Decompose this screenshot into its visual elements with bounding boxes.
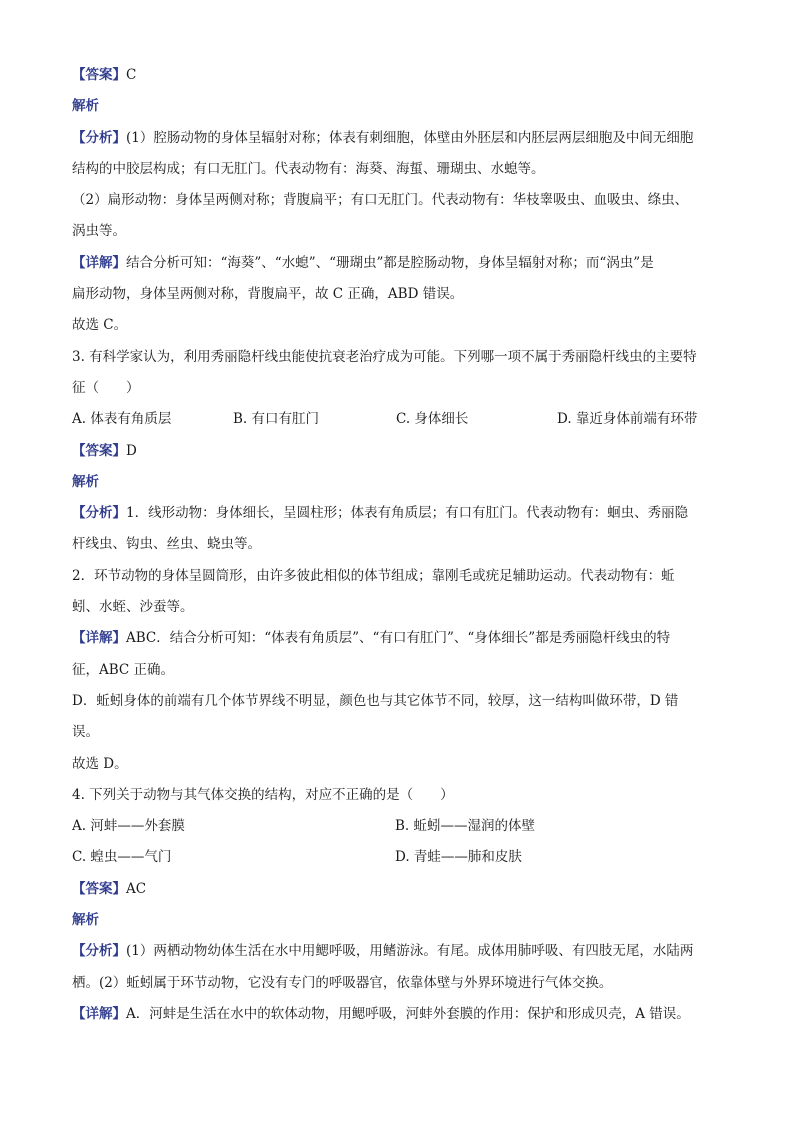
fenxi-line: 【分析】1．线形动物：身体细长，呈圆柱形；体表有角质层；有口有肛门。代表动物有：蛔虫、秀丽隐 (72, 505, 689, 522)
choose-line: 故选 D。 (72, 755, 128, 772)
text-line: 杆线虫、钩虫、丝虫、蛲虫等。 (72, 536, 261, 553)
option-c: C. 身体细长 (396, 411, 469, 428)
option-d: D. 青蛙——肺和皮肤 (395, 849, 522, 866)
text-line: D．蚯蚓身体的前端有几个体节界线不明显，颜色也与其它体节不同，较厚，这一结构叫做环带，D 错 (72, 692, 679, 709)
text-line: 误。 (72, 724, 99, 741)
analysis-label: 解析 (72, 473, 99, 490)
xiangjie-tag: 【详解】 (72, 630, 126, 647)
option-b: B. 有口有肛门 (233, 411, 320, 428)
xiangjie-tag: 【详解】 (72, 1005, 126, 1022)
fenxi-line: 【分析】(1）两栖动物幼体生活在水中用鳃呼吸，用鳍游泳。有尾。成体用肺呼吸、有四肢无尾，水陆两 (72, 943, 694, 960)
text-line: （2）扁形动物：身体呈两侧对称；背腹扁平；有口无肛门。代表动物有：华枝睾吸虫、血吸虫、绦虫、 (72, 192, 689, 209)
question-stem: 4. 下列关于动物与其气体交换的结构，对应不正确的是（ ） (72, 786, 454, 803)
text-line: 扁形动物，身体呈两侧对称，背腹扁平，故 C 正确，ABD 错误。 (72, 286, 464, 303)
option-a: A. 体表有角质层 (72, 411, 172, 428)
answer-value: D (126, 442, 137, 459)
text-line: 蚓、水蛭、沙蚕等。 (72, 599, 194, 616)
answer-tag: 【答案】 (72, 442, 126, 459)
xiangjie-tag: 【详解】 (72, 254, 126, 271)
question-stem: 征（ ） (72, 379, 140, 396)
fenxi-line: 【分析】(1）腔肠动物的身体呈辐射对称；体表有刺细胞，体壁由外胚层和内胚层两层细胞及中间无细胞 (72, 129, 694, 146)
option-d: D. 靠近身体前端有环带 (557, 411, 698, 428)
question-stem: 3. 有科学家认为，利用秀丽隐杆线虫能使抗衰老治疗成为可能。下列哪一项不属于秀丽隐杆线虫的主要特 (72, 348, 697, 365)
text-line: 栖。(2）蚯蚓属于环节动物，它没有专门的呼吸器官，依靠体壁与外界环境进行气体交换。 (72, 974, 613, 991)
xiangjie-line: 【详解】ABC．结合分析可知：“体表有角质层”、“有口有肛门”、“身体细长”都是秀丽隐杆线虫的特 (72, 630, 671, 647)
fenxi-tag: 【分析】 (72, 943, 126, 960)
text-line: 结构的中胶层构成；有口无肛门。代表动物有：海葵、海蜇、珊瑚虫、水螅等。 (72, 160, 545, 177)
answer-tag: 【答案】 (72, 880, 126, 897)
options-row (72, 842, 732, 873)
answer-line (72, 436, 732, 467)
choose-line: 故选 C。 (72, 317, 128, 334)
text-line: 征，ABC 正确。 (72, 661, 175, 678)
analysis-label: 解析 (72, 912, 99, 929)
answer-tag: 【答案】 (72, 67, 126, 83)
analysis-label: 解析 (72, 98, 99, 115)
fenxi-tag: 【分析】 (72, 505, 126, 522)
answer-value: C (126, 67, 137, 83)
xiangjie-line: 【详解】A．河蚌是生活在水中的软体动物，用鳃呼吸，河蚌外套膜的作用：保护和形成贝壳，A 错误。 (72, 1005, 690, 1022)
option-b: B. 蚯蚓——湿润的体壁 (395, 818, 536, 835)
fenxi-tag: 【分析】 (72, 129, 126, 146)
answer-value: AC (126, 880, 147, 897)
answer-line (72, 874, 732, 905)
answer-line (72, 60, 732, 91)
options-row (72, 811, 732, 842)
option-c: C. 蝗虫——气门 (72, 849, 172, 866)
text-line: 涡虫等。 (72, 223, 126, 240)
option-a: A. 河蚌——外套膜 (72, 818, 185, 835)
xiangjie-line: 【详解】结合分析可知：“海葵”、“水螅”、“珊瑚虫”都是腔肠动物，身体呈辐射对称；而“涡虫”是 (72, 254, 654, 271)
document-page (72, 60, 732, 1030)
text-line: 2．环节动物的身体呈圆筒形，由许多彼此相似的体节组成；靠刚毛或疣足辅助运动。代表动物有：蚯 (72, 567, 675, 584)
options-row (72, 404, 732, 435)
